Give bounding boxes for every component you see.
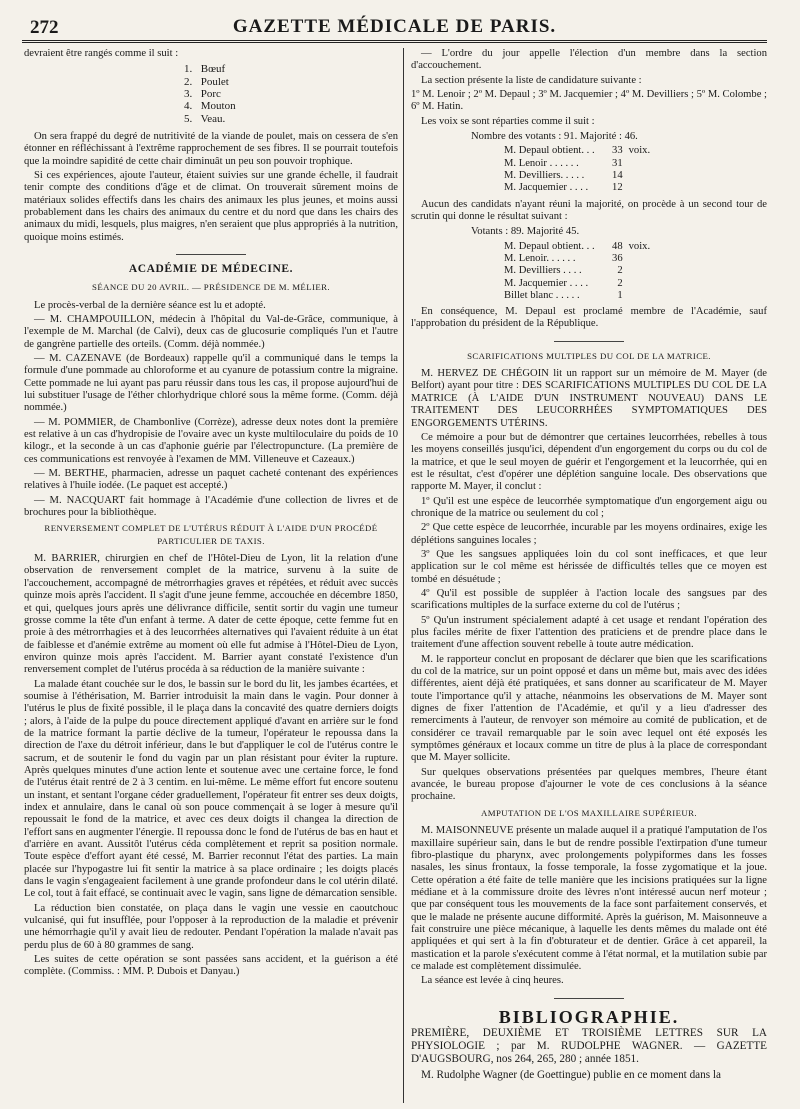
paragraph: M. HERVEZ DE CHÉGOIN lit un rapport sur un mémoire de M. Mayer (de Belfort) ayant pour titre : DES SCARIFICATIONS MULTIPLES DU COL DE LA MATRICE (À L'AIDE D'UN INSTRUMENT NOUVEAU) DANS LE TRAITEMENT DES LEUCORRHÉES SYMPTOMATIQUES DES ENGORGEMENTS UTÉRINS. bbox=[411, 368, 767, 429]
page-header bbox=[22, 14, 767, 43]
paragraph: Les voix se sont réparties comme il suit : bbox=[421, 115, 595, 127]
paragraph: Ce mémoire a pour but de démontrer que certaines leucorrhées, rebelles à tous les moyens conseillés jusqu'ici, dépendent d'un engorgement du corps ou du col de la matrice, et que le seul moyen de guérir et l'engorgement et la leucorrhée, qui en est le résultat, c'est d'opérer une déplétion sanguine locale. Des observations que rapporte M. Mayer, il conclut : bbox=[411, 431, 767, 493]
list-item: 2. Poulet bbox=[184, 75, 229, 88]
table-row: M. Devilliers. . . . . 14 bbox=[504, 170, 623, 181]
paragraph: La réduction bien constatée, on plaça dans le vagin une vessie en caoutchouc vulcanisé, qui fut insufflée, pour l'opposer à la reproduction de la maladie et prévenir une hémorrhagie qu'il y avait lieu de redouter. Pendant l'opération la malade n'avait pas perdu plus de 60 à 80 grammes de sang. bbox=[24, 902, 398, 951]
paragraph: 4º Qu'il est possible de suppléer à l'action locale des sangsues par des scarifications multiples de la surface externe du col de l'utérus ; bbox=[411, 587, 767, 612]
paragraph: M. MAISONNEUVE présente un malade auquel il a pratiqué l'amputation de l'os maxillaire supérieur sain, dans le but de rendre possible l'extirpation d'une tumeur fibro-plastique du pharynx, avec prolongements polypiformes dans les fosses nasales, les sinus frontaux, la fosse temporale, la fosse zygomatique et la joue. Cette opération a été faite de telle manière que les incisions pratiquées sur la ligne médiane et à la commissure droite des lèvres n'ont intéressé aucun nerf moteur ; que par conséquent tous les mouvements de la face sont parfaitement conservés, et que le malade ne présente aucune difformité. Après la guérison, M. Maisonneuve a fait construire une pièce mécanique, à laquelle les dents mêmes du malade ont été appliquées et qui sert à la fin d'obturateur et de dentier. Grâce à cet appareil, la mastication et la parole s'exécutent comme à l'état normal, et la mutilation subie par ce malade est complètement dissimulée. bbox=[411, 825, 767, 972]
list-item: 4. Mouton bbox=[184, 100, 236, 113]
paragraph: — M. POMMIER, de Chambonlive (Corrèze), adresse deux notes dont la première est relative à un cas d'hydropisie de l'ovaire avec un kyste multiloculaire du poids de 10 kilogr., et la seconde à un cas d'aphonie guérie par l'électropuncture. (La première de ces communications est renvoyée à l'examen de MM. Villeneuve et Cazeaux.) bbox=[24, 416, 398, 465]
paragraph: On sera frappé du degré de nutritivité de la viande de poulet, mais on cessera de s'en étonner en réfléchissant à l'extrême rapprochement de ses fibres. Il se pourrait toutefois que la moindre sapidité de cette chair diminuât un peu son pouvoir trophique. bbox=[24, 130, 398, 167]
paragraph: La séance est levée à cinq heures. bbox=[421, 975, 564, 987]
section-separator bbox=[554, 341, 624, 342]
journal-title: GAZETTE MÉDICALE DE PARIS. bbox=[232, 16, 557, 37]
academy-heading: ACADÉMIE DE MÉDECINE. bbox=[128, 262, 294, 275]
section-separator bbox=[176, 254, 246, 255]
paragraph: En conséquence, M. Depaul est proclamé membre de l'Académie, sauf l'approbation du président de la République. bbox=[411, 306, 767, 330]
list-item: 1. Bœuf bbox=[184, 63, 226, 76]
bibliography-reference: PREMIÈRE, DEUXIÈME ET TROISIÈME LETTRES SUR LA PHYSIOLOGIE ; par M. RUDOLPHE WAGNER. — GAZETTE D'AUGSBOURG, nos 264, 265, 280 ; année 1851. bbox=[411, 1026, 767, 1066]
table-row: M. Lenoir. . . . . . 36 bbox=[504, 252, 623, 264]
scarification-heading: SCARIFICATIONS MULTIPLES DU COL DE LA MATRICE. bbox=[467, 350, 711, 361]
paragraph: 3º Que les sangsues appliquées loin du col sont inefficaces, et que leur application sur le col même est hérissée de difficultés telles que ce moyen est tombé en désuétude ; bbox=[411, 548, 767, 585]
bibliography-heading: BIBLIOGRAPHIE. bbox=[498, 1006, 680, 1027]
meat-ranking-list bbox=[24, 63, 398, 124]
amputation-heading: AMPUTATION DE L'OS MAXILLAIRE SUPÉRIEUR. bbox=[480, 807, 698, 818]
paragraph: 1º M. Lenoir ; 2º M. Depaul ; 3º M. Jacquemier ; 4º M. Devilliers ; 5º M. Colombe ; 6º M. Hatin. bbox=[411, 89, 767, 113]
paragraph: Si ces expériences, ajoute l'auteur, étaient suivies sur une grande échelle, il faudrait tenir compte des conditions d'âge et de climat. On trouverait sûrement moins de matériaux solides effectifs dans les chairs des animaux les plus jeunes, et moins aussi probablement dans les chairs des animaux du centre et du nord que dans les chairs des animaux du midi, lesquels, plus maigres, n'en seraient que plus appropriés à la nutrition, quoique moins estimés. bbox=[24, 169, 398, 243]
vote-table-1 bbox=[501, 145, 653, 194]
column-divider bbox=[403, 48, 404, 1103]
paragraph: La malade étant couchée sur le dos, le bassin sur le bord du lit, les jambes écartées, et soumise à l'éthérisation, M. Barrier introduisit la main dans le vagin. Pour donner à l'utérus le plus de fixité possible, il le plaça dans la concavité des quatre derniers doigts ; alors, à l'aide de la pulpe du pouce directement appliqué d'avant en arrière sur le fond de la matrice formant la partie déclive de la tumeur, l'opérateur le repoussa dans la direction de l'axe du détroit inférieur, dans le but d'appliquer le col de l'utérus contre le sacrum, et de soutenir le fond du vagin par un plan résistant pour éviter la rupture. Après quelques minutes d'une action lente et soutenue avec une certaine force, le fond de l'utérus était rentré de 2 à 3 centim. en lui-même. Le même effort fut encore soutenu un instant, et sentant l'organe céder graduellement, l'opérateur fit entrer ses deux doigts, index et annulaire, dans le canal où son pouce commençait à se loger à mesure qu'il repoussait le fond de la matrice, et avec ces deux doigts il changea la direction de l'effort sans en augmenter l'énergie. Il repoussa donc le fond de l'utérus de bas en haut et d'arrière en avant. Aussitôt l'utérus céda complètement et reprit sa position normale. Toute espèce d'effort ayant été cessé, M. Barrier reconnut l'état des parties. La main placée sur l'hypogastre lui fit sentir la matrice à sa place ordinaire ; les doigts placés dans le vagin s'engageaient facilement à une grande profondeur dans le col utérin dilaté. Le col, tout à fait effacé, se continuait avec le vagin, sans ligne de démarcation sensible. bbox=[24, 678, 398, 900]
right-column bbox=[411, 48, 767, 1084]
table-row: Billet blanc . . . . . 1 bbox=[504, 289, 623, 301]
paragraph: 1º Qu'il est une espèce de leucorrhée symptomatique d'un engorgement aigu ou chronique de la matrice ou seulement du col ; bbox=[411, 495, 767, 519]
vote-table-2 bbox=[501, 241, 653, 302]
table-row: M. Jacquemier . . . . 2 bbox=[504, 277, 623, 289]
table-row: M. Depaul obtient. . . 33 voix. bbox=[504, 145, 651, 157]
paragraph: Sur quelques observations présentées par quelques membres, l'heure étant avancée, le bureau propose d'ajourner le vote de ces conclusions à la séance prochaine. bbox=[411, 766, 767, 803]
vote-summary-1: Nombre des votants : 91. Majorité : 46. bbox=[471, 131, 638, 143]
table-row: M. Depaul obtient. . . 48 voix. bbox=[504, 240, 651, 252]
seance-subheading: SÉANCE DU 20 AVRIL. — PRÉSIDENCE DE M. MÉLIER. bbox=[92, 282, 330, 293]
paragraph: 2º Que cette espèce de leucorrhée, incurable par les moyens ordinaires, exige les déplétions sanguines locales ; bbox=[411, 522, 767, 546]
paragraph: — M. BERTHE, pharmacien, adresse un paquet cacheté contenant des expériences relatives à l'huile iodée. (Le paquet est accepté.) bbox=[24, 468, 398, 492]
paragraph: Les suites de cette opération se sont passées sans accident, et la guérison a été complète. (Commiss. : MM. P. Dubois et Danyau.) bbox=[24, 954, 398, 978]
paragraph: La section présente la liste de candidature suivante : bbox=[421, 74, 642, 86]
paragraph: Aucun des candidats n'ayant réuni la majorité, on procède à un second tour de scrutin qui donne le résultat suivant : bbox=[411, 198, 767, 222]
paragraph: — M. CHAMPOUILLON, médecin à l'hôpital du Val-de-Grâce, communique, à l'exemple de M. Marchal (de Calvi), deux cas de glucosurie compliqués l'un et l'autre de gangrène partielle des orteils. (Comm. déjà nommée.) bbox=[24, 313, 398, 350]
paragraph: 5º Qu'un instrument spécialement adapté à cet usage et rendant l'opération des plus faciles mérite de fixer l'attention des praticiens et de prendre place dans le traitement d'une affection souvent rebelle à toute autre médication. bbox=[411, 614, 767, 651]
paragraph: M. BARRIER, chirurgien en chef de l'Hôtel-Dieu de Lyon, lit la relation d'une observation de renversement complet de la matrice, survenu à la suite de l'accouchement, accompagné de métrorrhagies graves et répétées, et réduit avec succès quinze mois après l'accident. Il s'agit d'une jeune femme, accouchée en décembre 1850, et qui, quelques jours après une délivrance difficile, sentit sortir du vagin une tumeur grosse comme la tête d'un enfant à terme. A dater de cette époque, cette femme fut en proie à des métrorrhagies et à des leucorrhées alternatives qui l'avaient réduite à un état de faiblesse et d'anémie extrême au moment où elle fut admise à l'Hôtel-Dieu de Lyon, environ quinze mois après l'accident. M. Barrier ayant constaté l'existence d'un renversement complet de l'utérus procéda à sa réduction de la manière suivante : bbox=[24, 553, 398, 676]
section-separator bbox=[554, 998, 624, 999]
paragraph: — M. NACQUART fait hommage à l'Académie d'une collection de livres et de brochures pour la bibliothèque. bbox=[24, 494, 398, 519]
left-column bbox=[24, 48, 398, 981]
paragraph: — M. CAZENAVE (de Bordeaux) rappelle qu'il a communiqué dans le temps la formule d'une pommade au chloroforme et au cyanure de potassium contre la migraine. Cette pommade ne lui ayant pas paru réussir dans tous les cas, il propose aujourd'hui de lui substituer l'usage de l'éther chlorhydrique chloré sous la même forme. (Comm. déjà nommée.) bbox=[24, 352, 398, 414]
list-item: 3. Porc bbox=[184, 87, 221, 100]
uterus-heading: RENVERSEMENT COMPLET DE L'UTÉRUS RÉDUIT À L'AIDE D'UN PROCÉDÉ PARTICULIER DE TAXIS. bbox=[44, 523, 378, 546]
table-row: M. Lenoir . . . . . . 31 bbox=[504, 157, 623, 169]
table-row: M. Jacquemier . . . . 12 bbox=[504, 182, 623, 194]
paragraph: — L'ordre du jour appelle l'élection d'un membre dans la section d'accouchement. bbox=[411, 48, 767, 72]
table-row: M. Devilliers . . . . 2 bbox=[504, 265, 623, 277]
paragraph: M. le rapporteur conclut en proposant de déclarer que bien que les scarifications du col de la matrice, sur un point opposé et dans un même but, mais avec des idées différentes, aient déjà été pratiquées, et sans donner au scarificateur de M. Mayer toute l'importance qu'il y attache, néanmoins les observations de M. Mayer sont dignes de fixer l'attention de l'Académie, et qu'il y a lieu d'adresser des remerciments à l'auteur, de renvoyer son mémoire au comité de publication, et de considérer ce travail remarquable par le soin avec lequel ont été exposés les symptômes généraux et locaux comme un titre de plus à la place de correspondant que M. Mayer sollicite. bbox=[411, 653, 767, 764]
vote-summary-2: Votants : 89. Majorité 45. bbox=[471, 226, 580, 238]
list-item: 5. Veau. bbox=[184, 112, 226, 125]
paragraph: Le procès-verbal de la dernière séance est lu et adopté. bbox=[34, 299, 266, 311]
paragraph: M. Rudolphe Wagner (de Goettingue) publie en ce moment dans la bbox=[421, 1068, 721, 1081]
page-number: 272 bbox=[30, 17, 59, 38]
meat-list-intro: devraient être rangés comme il suit : bbox=[24, 48, 179, 59]
